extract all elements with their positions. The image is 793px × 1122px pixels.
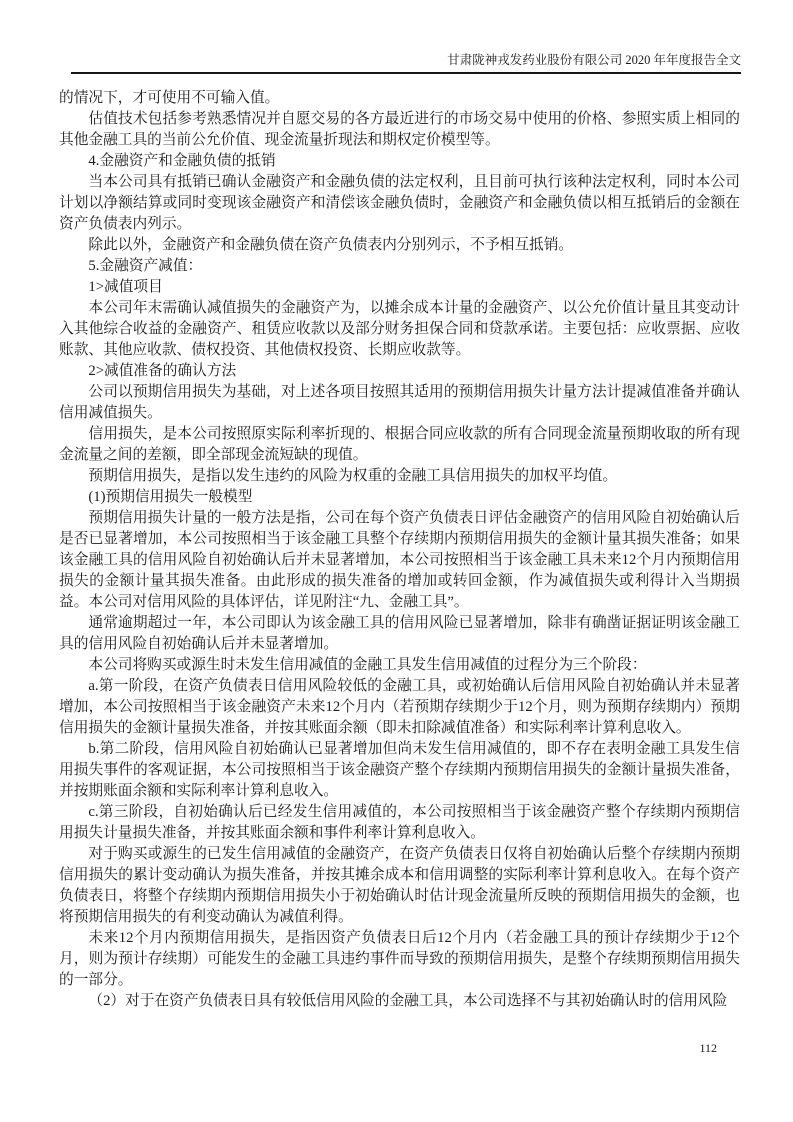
paragraph: 预期信用损失，是指以发生违约的风险为权重的金融工具信用损失的加权平均值。 xyxy=(88,468,618,484)
paragraph: 本公司将购买或源生时未发生信用减值的金融工具发生信用减值的过程分为三个阶段： xyxy=(88,657,647,673)
paragraph: 公司以预期信用损失为基础，对上述各项目按照其适用的预期信用损失计量方法计提减值准备并确认信用减值损失。 xyxy=(59,384,740,421)
paragraph: (1)预期信用损失一般模型 xyxy=(88,489,253,505)
paragraph: 除此以外，金融资产和金融负债在资产负债表内分别列示，不予相互抵销。 xyxy=(88,237,574,253)
page-header xyxy=(71,0,741,74)
paragraph: 的情况下，才可使用不可输入值。 xyxy=(59,90,280,106)
paragraph: 信用损失，是本公司按照原实际利率折现的、根据合同应收款的所有合同现金流量预期收取的所有现金流量之间的差额，即全部现金流短缺的现值。 xyxy=(59,426,740,463)
paragraph: 预期信用损失计量的一般方法是指，公司在每个资产负债表日评估金融资产的信用风险自初始确认后是否已显著增加，本公司按照相当于该金融工具整个存续期内预期信用损失的金额计量其损失准备；如果该金融工具的信用风险自初始确认后并未显著增加，本公司按照相当于该金融工具未来12个月内预期信用损失的金额计量其损失准备。由此形成的损失准备的增加或转回金额，作为减值损失或利得计入当期损益。本公司对信用风险的具体评估，详见附注“九、金融工具”。 xyxy=(59,510,740,610)
paragraph: 通常逾期超过一年，本公司即认为该金融工具的信用风险已显著增加，除非有确凿证据证明该金融工具的信用风险自初始确认后并未显著增加。 xyxy=(59,615,740,652)
document-body xyxy=(59,88,740,1012)
paragraph: 5.金融资产减值： xyxy=(88,258,203,274)
paragraph: b.第二阶段，信用风险自初始确认已显著增加但尚未发生信用减值的，即不存在表明金融工具发生信用损失事件的客观证据，本公司按照相当于该金融资产整个存续期内预期信用损失的金额计量损失准备，并按期账面余额和实际利率计算利息收入。 xyxy=(59,741,740,799)
header-rule xyxy=(71,72,741,74)
paragraph: 未来12个月内预期信用损失，是指因资产负债表日后12个月内（若金融工具的预计存续期少于12个月，则为预计存续期）可能发生的金融工具违约事件而导致的预期信用损失，是整个存续期预期信用损失的一部分。 xyxy=(59,930,740,988)
paragraph: 对于购买或源生的已发生信用减值的金融资产，在资产负债表日仅将自初始确认后整个存续期内预期信用损失的累计变动确认为损失准备，并按其摊余成本和信用调整的实际利率计算利息收入。在每个资产负债表日，将整个存续期内预期信用损失小于初始确认时估计现金流量所反映的预期信用损失的金额，也将预期信用损失的有利变动确认为减值利得。 xyxy=(59,846,740,925)
page-number: 112 xyxy=(699,1041,717,1055)
paragraph: a.第一阶段，在资产负债表日信用风险较低的金融工具，或初始确认后信用风险自初始确认并未显著增加，本公司按照相当于该金融资产未来12个月内（若预期存续期少于12个月，则为预期存续期内）预期信用损失的金额计量损失准备，并按其账面余额（即未扣除减值准备）和实际利率计算利息收入。 xyxy=(59,678,740,736)
paragraph: 本公司年末需确认减值损失的金融资产为，以摊余成本计量的金融资产、以公允价值计量且其变动计入其他综合收益的金融资产、租赁应收款以及部分财务担保合同和贷款承诺。主要包括：应收票据、应收账款、其他应收款、债权投资、其他债权投资、长期应收款等。 xyxy=(59,300,740,358)
paragraph: 估值技术包括参考熟悉情况并自愿交易的各方最近进行的市场交易中使用的价格、参照实质上相同的其他金融工具的当前公允价值、现金流量折现法和期权定价模型等。 xyxy=(59,111,740,148)
paragraph: 1>减值项目 xyxy=(88,279,163,295)
header-report-title: 甘肃陇神戎发药业股份有限公司 2020 年年度报告全文 xyxy=(447,53,741,67)
paragraph: 2>减值准备的确认方法 xyxy=(88,363,237,379)
paragraph: c.第三阶段，自初始确认后已经发生信用减值的，本公司按照相当于该金融资产整个存续期内预期信用损失计量损失准备，并按其账面余额和事件利率计算利息收入。 xyxy=(59,804,740,841)
paragraph: 4.金融资产和金融负债的抵销 xyxy=(88,153,276,169)
paragraph: （2）对于在资产负债表日具有较低信用风险的金融工具，本公司选择不与其初始确认时的信用风险 xyxy=(88,993,728,1009)
page-footer xyxy=(699,1041,717,1055)
paragraph: 当本公司具有抵销已确认金融资产和金融负债的法定权利，且目前可执行该种法定权利，同时本公司计划以净额结算或同时变现该金融资产和清偿该金融负债时，金融资产和金融负债以相互抵销后的金额在资产负债表内列示。 xyxy=(59,174,740,232)
